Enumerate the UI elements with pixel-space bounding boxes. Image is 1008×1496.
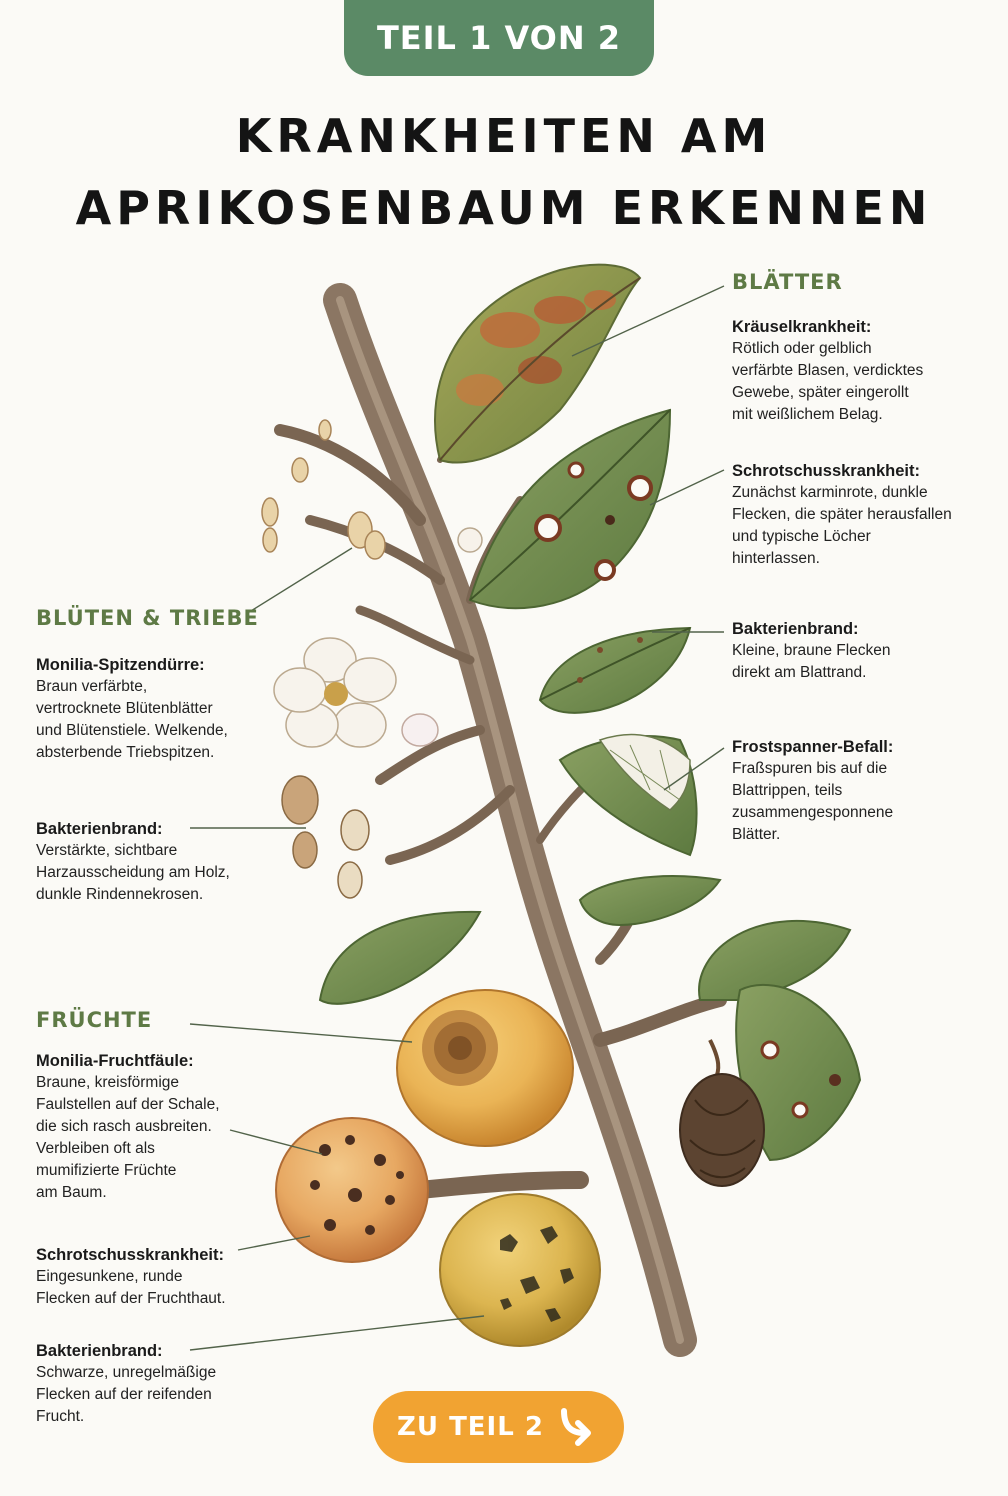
fruit-bacterial <box>440 1194 600 1346</box>
entry-title: Kräuselkrankheit: <box>732 318 872 336</box>
entry-text: Eingesunkene, runde Flecken auf der Fruchthaut. <box>36 1268 226 1307</box>
entry-text: Fraßspuren bis auf die Blattrippen, teils zusammengesponnene Blätter. <box>732 760 894 843</box>
entry-title: Bakterienbrand: <box>36 1342 163 1360</box>
entry-leaf-curl <box>732 316 992 426</box>
entry-title: Frostspanner-Befall: <box>732 738 894 756</box>
entry-title: Bakterienbrand: <box>36 820 163 838</box>
next-part-label: ZU TEIL 2 <box>397 1412 544 1442</box>
white-flower <box>274 638 438 747</box>
entry-text: Kleine, braune Flecken direkt am Blattrand. <box>732 642 891 681</box>
entry-monilia-fruit-rot <box>36 1050 256 1204</box>
section-heading-leaves: BLÄTTER <box>732 270 843 294</box>
entry-title: Monilia-Fruchtfäule: <box>36 1052 194 1070</box>
entry-frost-moth <box>732 736 992 846</box>
page-title-line-2: APRIKOSENBAUM ERKENNEN <box>75 181 933 235</box>
entry-bacterial-wood <box>36 818 276 906</box>
bacterial-spot-leaf <box>540 628 690 713</box>
fruit-shot-hole <box>276 1118 428 1262</box>
entry-bacterial-fruit <box>36 1340 266 1428</box>
entry-text: Braun verfärbte, vertrocknete Blütenblätter und Blütenstiele. Welkende, absterbende Triebspitzen. <box>36 678 228 761</box>
entry-text: Braune, kreisförmige Faulstellen auf der Schale, die sich rasch ausbreiten. Verbleiben oft als mumifizierte Früchte am Baum. <box>36 1074 220 1201</box>
entry-title: Monilia-Spitzendürre: <box>36 656 205 674</box>
part-indicator-label: TEIL 1 VON 2 <box>376 19 622 57</box>
fruit-monilia <box>397 990 573 1146</box>
entry-monilia-tip-blight <box>36 654 276 764</box>
wilted-blossoms <box>282 776 369 898</box>
entry-text: Schwarze, unregelmäßige Flecken auf der reifenden Frucht. <box>36 1364 217 1425</box>
section-heading-fruits: FRÜCHTE <box>36 1008 153 1032</box>
entry-shot-hole-leaf <box>732 460 1002 570</box>
next-part-button[interactable] <box>373 1391 624 1463</box>
section-heading-blossoms: BLÜTEN & TRIEBE <box>36 606 259 630</box>
arrow-down-right-icon <box>556 1405 600 1449</box>
entry-title: Schrotschusskrankheit: <box>36 1246 224 1264</box>
entry-bacterial-leaf <box>732 618 992 684</box>
entry-title: Bakterienbrand: <box>732 620 859 638</box>
entry-text: Rötlich oder gelblich verfärbte Blasen, verdicktes Gewebe, später eingerollt mit weißlichem Belag. <box>732 340 924 423</box>
entry-text: Verstärkte, sichtbare Harzausscheidung am Holz, dunkle Rindennekrosen. <box>36 842 230 903</box>
entry-shot-hole-fruit <box>36 1244 266 1310</box>
entry-title: Schrotschusskrankheit: <box>732 462 920 480</box>
page-title-line-1: KRANKHEITEN AM <box>235 109 773 163</box>
entry-text: Zunächst karminrote, dunkle Flecken, die später herausfallen und typische Löcher hinterlassen. <box>732 484 952 567</box>
